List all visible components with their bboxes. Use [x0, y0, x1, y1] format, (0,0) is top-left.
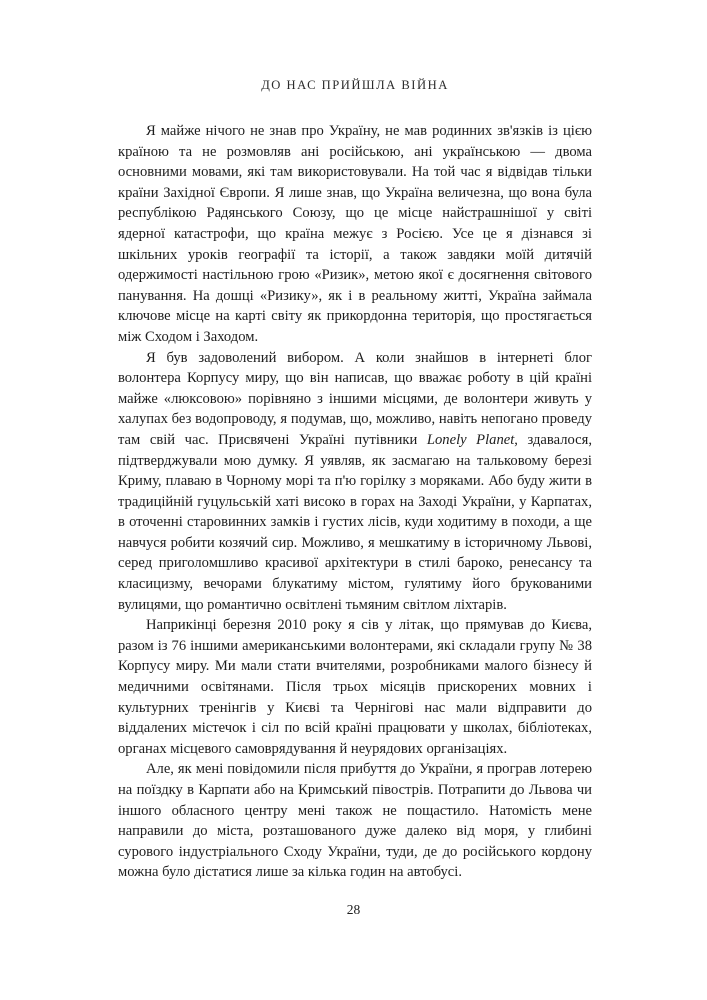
book-title-italic: Lonely Planet [426, 431, 515, 448]
page-number: 28 [346, 902, 361, 917]
paragraph-3: Наприкінці березня 2010 року я сів у літак, що прямував до Києва, разом із 76 іншими американськими волонтерами, які складали групу № 38 Корпусу миру. Ми мали стати вчителями, розробниками малого бізнесу й медичними освітянами. Після трьох місяців прискорених мовних і культурних тренінгів у Києві та Чернігові нас мали відправити до віддалених містечок і сіл по всій країні працювати у школах, бібліотеках, органах місцевого самоврядування й неурядових організаціях. [118, 617, 592, 757]
paragraph-4: Але, як мені повідомили після прибуття до України, я програв лотерею на поїздку в Карпати або на Кримський півострів. Потрапити до Львова чи іншого обласного центру мені також не пощастило. Натомість мене направили до міста, розташованого дуже далеко від моря, у глибині сурового індустріального Сходу України, туди, де до російського кордону можна було дістатися лише за кілька годин на автобусі. [118, 761, 592, 881]
body-text [118, 121, 592, 883]
page-content [118, 78, 592, 883]
paragraph-1: Я майже нічого не знав про Україну, не мав родинних зв'язків із цією країною та не розмовляв ані російською, ані українською — двома основними мовами, які там використовували. На той час я відвідав тільки країни Західної Європи. Я лише знав, що Україна величезна, що вона була республікою Радянського Союзу, що це місце найстрашнішої у світі ядерної катастрофи, що країна межує з Росією. Усе це я дізнався зі шкільних уроків географії та історії, а також завдяки моїй дитячій одержимості настільною грою «Ризик», метою якої є досягнення світового панування. На дошці «Ризику», як і в реальному житті, Україна займала ключове місце на карті світу як прикордонна територія, що простягається між Сходом і Заходом. [118, 123, 592, 345]
running-head: ДО НАС ПРИЙШЛА ВІЙНА [261, 78, 449, 92]
paragraph-2: Я був задоволений вибором. А коли знайшов в інтернеті блог волонтера Корпусу миру, що він написав, що вважає роботу в цій країні майже «люксовою» порівняно з іншими місцями, де волонтери живуть у халупах без водопроводу, я подумав, що, можливо, навіть непогано проведу там свій час. Присвячені Україні путівники Lonely Planet, здавалося, підтверджували мою думку. Я уявляв, як засмагаю на тальковому березі Криму, плаваю в Чорному морі та п'ю горілку з моряками. Або буду жити в традиційній гуцульській хаті високо в горах на Заході України, у Карпатах, в оточенні старовинних замків і густих лісів, куди ходитиму в походи, а ще навчуся робити козячий сир. Можливо, я мешкатиму в історичному Львові, серед приголомшливо красивої архітектури в стилі бароко, ренесансу та класицизму, вечорами блукатиму містом, гулятиму його брукованими вулицями, що романтично освітлені тьмяним світлом ліхтарів. [118, 349, 592, 613]
